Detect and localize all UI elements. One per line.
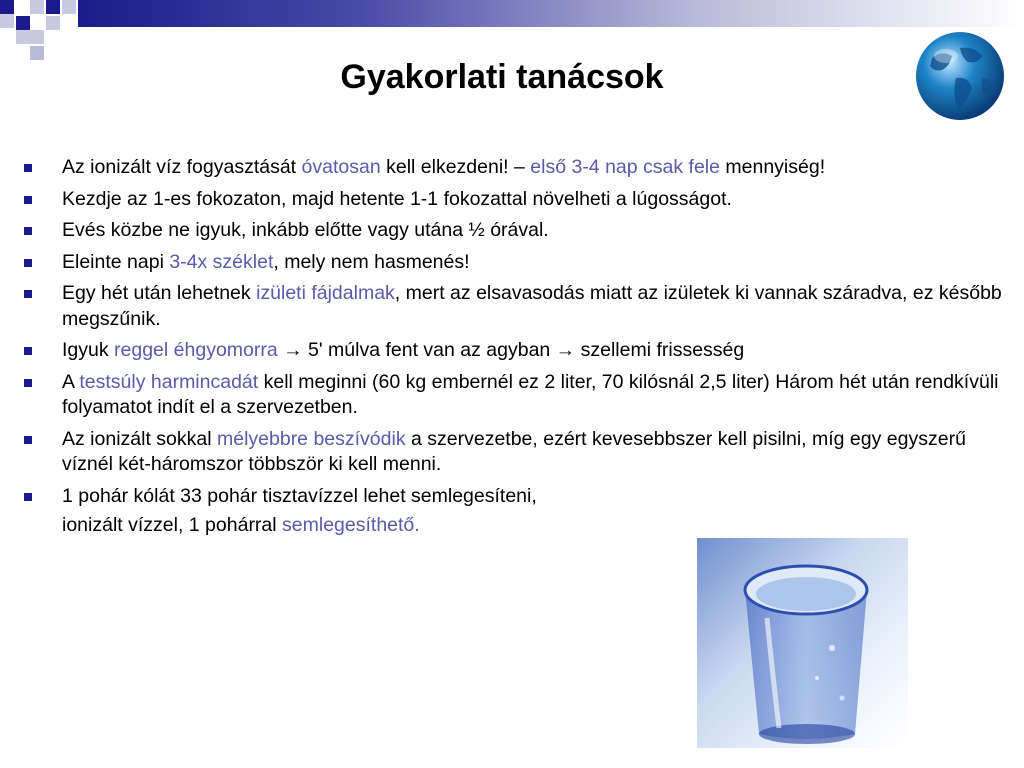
bullet-marker: [24, 493, 32, 501]
list-item: Evés közbe ne igyuk, inkább előtte vagy utána ½ órával.: [22, 218, 1012, 244]
list-item: Eleinte napi 3-4x széklet, mely nem hasmenés!: [22, 250, 1012, 276]
bullet-marker: [24, 196, 32, 204]
slide-title: Gyakorlati tanácsok: [340, 58, 664, 96]
bullet-list: [22, 155, 1012, 545]
list-item: 1 pohár kólát 33 pohár tisztavízzel lehet semlegesíteni,: [22, 484, 1012, 510]
list-item: Az ionizált víz fogyasztását óvatosan kell elkezdeni! – első 3-4 nap csak fele mennyiség!: [22, 155, 1012, 181]
bullet-marker: [24, 290, 32, 298]
list-item: Az ionizált sokkal mélyebbre beszívódik a szervezetbe, ezért kevesebbszer kell pisilni, míg egy egyszerű víznél két-háromszor többször ki kell menni.: [22, 427, 1012, 478]
list-item: Igyuk reggel éhgyomorra → 5' múlva fent van az agyban → szellemi frissesség: [22, 338, 1012, 364]
list-item: A testsúly harmincadát kell meginni (60 kg embernél ez 2 liter, 70 kilósnál 2,5 liter) Három hét után rendkívüli folyamatot indít el a szervezetben.: [22, 370, 1012, 421]
list-item: Kezdje az 1-es fokozaton, majd hetente 1-1 fokozattal növelheti a lúgosságot.: [22, 187, 1012, 213]
list-item-continuation: ionizált vízzel, 1 pohárral semlegesíthető.: [62, 514, 420, 536]
bullet-marker: [24, 259, 32, 267]
bullet-marker: [24, 347, 32, 355]
bullet-marker: [24, 379, 32, 387]
water-glass-image: [697, 538, 908, 748]
list-item: Egy hét után lehetnek izületi fájdalmak, mert az elsavasodás miatt az izületek ki vannak száradva, ez később megszűnik.: [22, 281, 1012, 332]
globe-icon: [912, 28, 1008, 124]
header-gradient-bar: [78, 0, 1024, 27]
bullet-marker: [24, 227, 32, 235]
bullet-marker: [24, 164, 32, 172]
bullet-marker: [24, 436, 32, 444]
